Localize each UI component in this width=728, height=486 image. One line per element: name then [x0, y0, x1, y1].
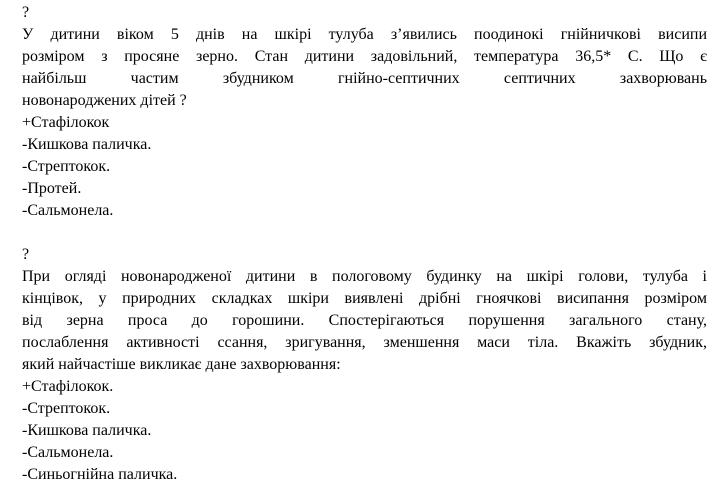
answer-option: -Стрептокок. — [22, 400, 111, 417]
answer-option: -Кишкова паличка. — [22, 422, 152, 439]
question-text-line: від зерна проса до горошини. Спостерігаються порушення загального стану, — [22, 312, 707, 329]
question-text-line: який найчастіше викликає дане захворювання: — [22, 356, 341, 373]
question-text-line: найбільш частим збудником гнійно-септичних септичних захворювань — [22, 70, 707, 87]
question-text-line: У дитини віком 5 днів на шкірі тулуба з’явились поодинокі гнійничкові висипи — [22, 26, 707, 43]
question-marker: ? — [22, 4, 30, 21]
answer-option: -Кишкова паличка. — [22, 136, 152, 153]
answer-option: -Сальмонела. — [22, 202, 114, 219]
question-text-line: кінцівок, у природних складках шкіри виявлені дрібні гноячкові висипання розміром — [22, 290, 707, 307]
answer-option: -Синьогнійна паличка. — [22, 466, 178, 483]
question-block-2 — [22, 244, 707, 486]
answer-option-correct: +Стафілокок. — [22, 378, 114, 395]
answer-option: -Сальмонела. — [22, 444, 114, 461]
blank-line — [22, 222, 707, 244]
question-marker: ? — [22, 246, 30, 263]
answer-option: -Стрептокок. — [22, 158, 111, 175]
question-text-line: При огляді новонародженої дитини в пологовому будинку на шкірі голови, тулуба і — [22, 268, 707, 285]
question-text-line: послаблення активності ссання, зригування, зменшення маси тіла. Вкажіть збудник, — [22, 334, 707, 351]
answer-option: -Протей. — [22, 180, 82, 197]
question-text-line: новонароджених дітей ? — [22, 92, 187, 109]
question-block-1 — [22, 2, 707, 222]
document-page — [22, 2, 707, 486]
answer-option-correct: +Стафілокок — [22, 114, 110, 131]
question-text-line: розміром з просяне зерно. Стан дитини задовільний, температура 36,5* С. Що є — [22, 48, 707, 65]
